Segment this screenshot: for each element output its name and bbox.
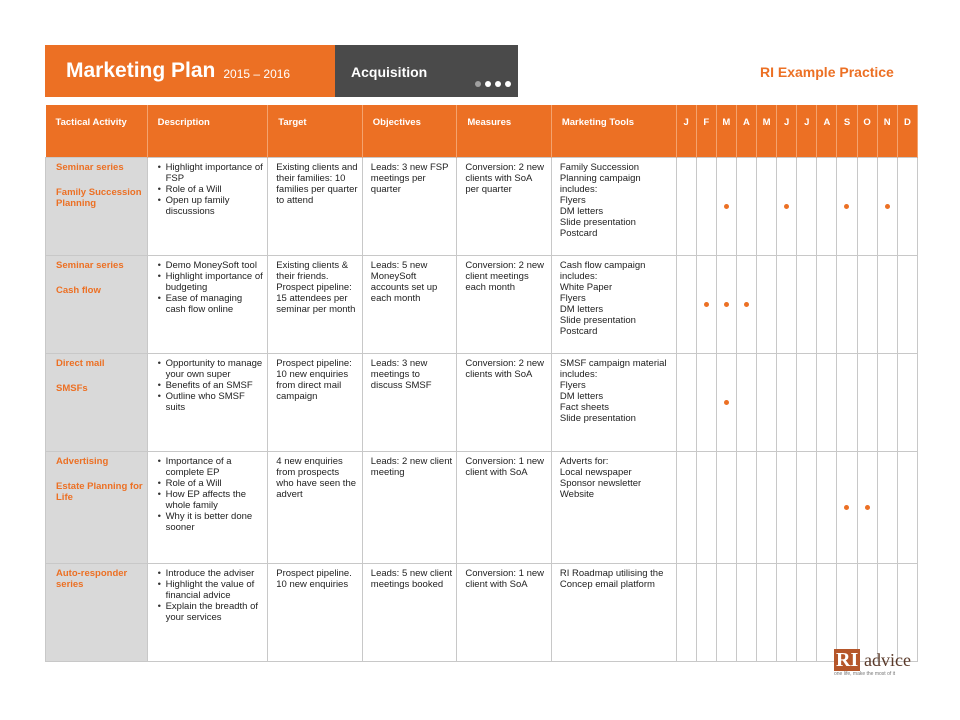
month-cell [696,158,716,256]
month-cell [897,564,917,662]
tools-line: Postcard [559,326,598,337]
tools-line: Postcard [559,228,598,239]
description-cell [147,158,268,256]
tools-line: DM letters [559,206,604,217]
target-cell: Prospect pipeline: 10 new enquiries from direct mail campaign [268,354,363,452]
dot-icon [475,81,481,87]
objectives-cell: Leads: 5 new MoneySoft accounts set up each month [362,256,457,354]
title-bar [45,45,335,97]
activity-cell [46,564,148,662]
month-cell [757,354,777,452]
month-cell [777,354,797,452]
month-cell [736,564,756,662]
tools-line: Slide presentation [559,315,636,326]
month-cell [777,452,797,564]
month-cell [716,256,736,354]
description-item: • Highlight importance of budgeting [166,271,264,293]
scheduled-dot-icon [844,505,849,510]
description-item: • Demo MoneySoft tool [166,260,264,271]
month-cell [797,256,817,354]
header-month: D [897,105,917,158]
scheduled-dot-icon [724,302,729,307]
scheduled-dot-icon [724,400,729,405]
month-cell [817,256,837,354]
month-cell [676,452,696,564]
header-tools: Marketing Tools [551,105,676,158]
month-cell [736,354,756,452]
description-item: • How EP affects the whole family [166,489,264,511]
header-month: J [777,105,797,158]
month-cell [777,256,797,354]
measures-cell: Conversion: 2 new clients with SoA per quarter [457,158,552,256]
month-cell [716,354,736,452]
month-cell [757,158,777,256]
month-cell [757,452,777,564]
tools-line: Flyers [559,380,586,391]
tools-line: Slide presentation [559,413,636,424]
header-objectives: Objectives [362,105,457,158]
activity-title: Direct mail [56,358,105,369]
description-cell [147,354,268,452]
month-cell [797,158,817,256]
tools-line: Family Succession Planning campaign includes: [559,162,641,195]
month-cell [837,564,857,662]
description-item: • Highlight the value of financial advice [166,579,264,601]
month-cell [797,354,817,452]
target-cell: Prospect pipeline. 10 new enquiries [268,564,363,662]
dot-icon [505,81,511,87]
activity-cell [46,256,148,354]
tools-line: Website [559,489,595,500]
dot-icon [495,81,501,87]
measures-cell: Conversion: 1 new client with SoA [457,452,552,564]
target-cell: Existing clients and their families: 10 families per quarter to attend [268,158,363,256]
month-cell [817,452,837,564]
tools-line: Cash flow campaign includes: [559,260,646,282]
month-cell [817,564,837,662]
month-cell [696,354,716,452]
header-month: J [797,105,817,158]
scheduled-dot-icon [885,204,890,209]
logo-mark: RI [836,649,859,671]
section-bar [335,45,518,97]
tools-line: SMSF campaign material includes: [559,358,667,380]
month-cell [817,158,837,256]
target-cell: Existing clients & their friends. Prospect pipeline: 15 attendees per seminar per month [268,256,363,354]
target-cell: 4 new enquiries from prospects who have seen the advert [268,452,363,564]
scheduled-dot-icon [865,505,870,510]
month-cell [857,354,877,452]
description-item: • Highlight importance of FSP [166,162,264,184]
month-cell [857,256,877,354]
month-cell [837,256,857,354]
tools-cell [551,452,676,564]
objectives-cell: Leads: 2 new client meeting [362,452,457,564]
description-list [156,358,264,413]
month-cell [857,452,877,564]
month-cell [877,256,897,354]
month-cell [897,354,917,452]
month-cell [676,564,696,662]
tools-cell [551,158,676,256]
description-cell [147,256,268,354]
month-cell [696,564,716,662]
objectives-cell: Leads: 3 new meetings to discuss SMSF [362,354,457,452]
month-cell [857,564,877,662]
tools-cell [551,354,676,452]
month-cell [797,452,817,564]
tools-line: Flyers [559,195,586,206]
scheduled-dot-icon [704,302,709,307]
scheduled-dot-icon [844,204,849,209]
header-month: O [857,105,877,158]
month-cell [676,354,696,452]
month-cell [777,564,797,662]
activity-title: Advertising [56,456,109,467]
objectives-cell: Leads: 5 new client meetings booked [362,564,457,662]
activity-cell [46,158,148,256]
table-row [46,564,918,662]
activity-title: Auto-responder series [56,568,128,590]
description-item: • Benefits of an SMSF [166,380,264,391]
scheduled-dot-icon [724,204,729,209]
month-cell [837,354,857,452]
month-cell [716,452,736,564]
month-cell [837,158,857,256]
month-cell [696,452,716,564]
tools-line: Sponsor newsletter [559,478,642,489]
month-cell [837,452,857,564]
header-month: A [817,105,837,158]
table-body [46,158,918,662]
header-measures: Measures [457,105,552,158]
tools-line: RI Roadmap utilising the Concep email platform [559,568,664,590]
header-activity: Tactical Activity [46,105,148,158]
table-row [46,158,918,256]
page-title: Marketing Plan [66,59,216,82]
tools-line: Slide presentation [559,217,636,228]
month-cell [736,158,756,256]
month-cell [897,452,917,564]
activity-subtitle: Estate Planning for Life [56,481,143,503]
activity-title: Seminar series [56,260,124,271]
month-cell [757,564,777,662]
header-row [46,105,918,158]
description-item: • Explain the breadth of your services [166,601,264,623]
description-item: • Outline who SMSF suits [166,391,264,413]
month-cell [877,452,897,564]
description-item: • Importance of a complete EP [166,456,264,478]
scheduled-dot-icon [784,204,789,209]
month-cell [877,158,897,256]
header-month: A [736,105,756,158]
month-cell [676,256,696,354]
description-item: • Open up family discussions [166,195,264,217]
month-cell [736,452,756,564]
slide-dots [475,81,511,87]
header-month: J [676,105,696,158]
activity-cell [46,452,148,564]
month-cell [877,354,897,452]
description-item: • Role of a Will [166,184,264,195]
logo-word: advice [864,650,911,670]
marketing-plan-table [45,105,918,662]
description-list [156,568,264,623]
tools-cell [551,564,676,662]
tools-line: Fact sheets [559,402,609,413]
description-item: • Role of a Will [166,478,264,489]
month-cell [736,256,756,354]
table-row [46,452,918,564]
dot-icon [485,81,491,87]
table-row [46,354,918,452]
month-cell [897,256,917,354]
description-list [156,260,264,315]
month-cell [777,158,797,256]
month-cell [797,564,817,662]
activity-cell [46,354,148,452]
activity-subtitle: SMSFs [56,383,88,394]
activity-subtitle: Family Succession Planning [56,187,142,209]
tools-line: Adverts for: [559,456,609,467]
description-cell [147,452,268,564]
month-cell [897,158,917,256]
measures-cell: Conversion: 2 new client meetings each month [457,256,552,354]
table-row [46,256,918,354]
month-cell [676,158,696,256]
objectives-cell: Leads: 3 new FSP meetings per quarter [362,158,457,256]
section-label: Acquisition [351,64,428,80]
header-description: Description [147,105,268,158]
practice-name: RI Example Practice [760,64,894,80]
month-cell [696,256,716,354]
ri-advice-logo [834,649,918,681]
scheduled-dot-icon [744,302,749,307]
month-cell [817,354,837,452]
description-item: • Ease of managing cash flow online [166,293,264,315]
header-month: M [716,105,736,158]
measures-cell: Conversion: 1 new client with SoA [457,564,552,662]
header-month: F [696,105,716,158]
description-item: • Why it is better done sooner [166,511,264,533]
header-month: M [757,105,777,158]
tools-line: Flyers [559,293,586,304]
activity-subtitle: Cash flow [56,285,101,296]
header-month: S [837,105,857,158]
header-month: N [877,105,897,158]
logo-tagline: one life, make the most of it [834,671,896,677]
month-cell [757,256,777,354]
month-cell [716,158,736,256]
tools-line: DM letters [559,304,604,315]
tools-cell [551,256,676,354]
tools-line: White Paper [559,282,613,293]
header-target: Target [268,105,363,158]
description-list [156,162,264,217]
tools-line: DM letters [559,391,604,402]
month-cell [877,564,897,662]
month-cell [857,158,877,256]
description-item: • Opportunity to manage your own super [166,358,264,380]
month-cell [716,564,736,662]
description-cell [147,564,268,662]
description-list [156,456,264,533]
description-item: • Introduce the adviser [166,568,264,579]
measures-cell: Conversion: 2 new clients with SoA [457,354,552,452]
activity-title: Seminar series [56,162,124,173]
tools-line: Local newspaper [559,467,632,478]
page-years: 2015 – 2016 [223,67,291,81]
